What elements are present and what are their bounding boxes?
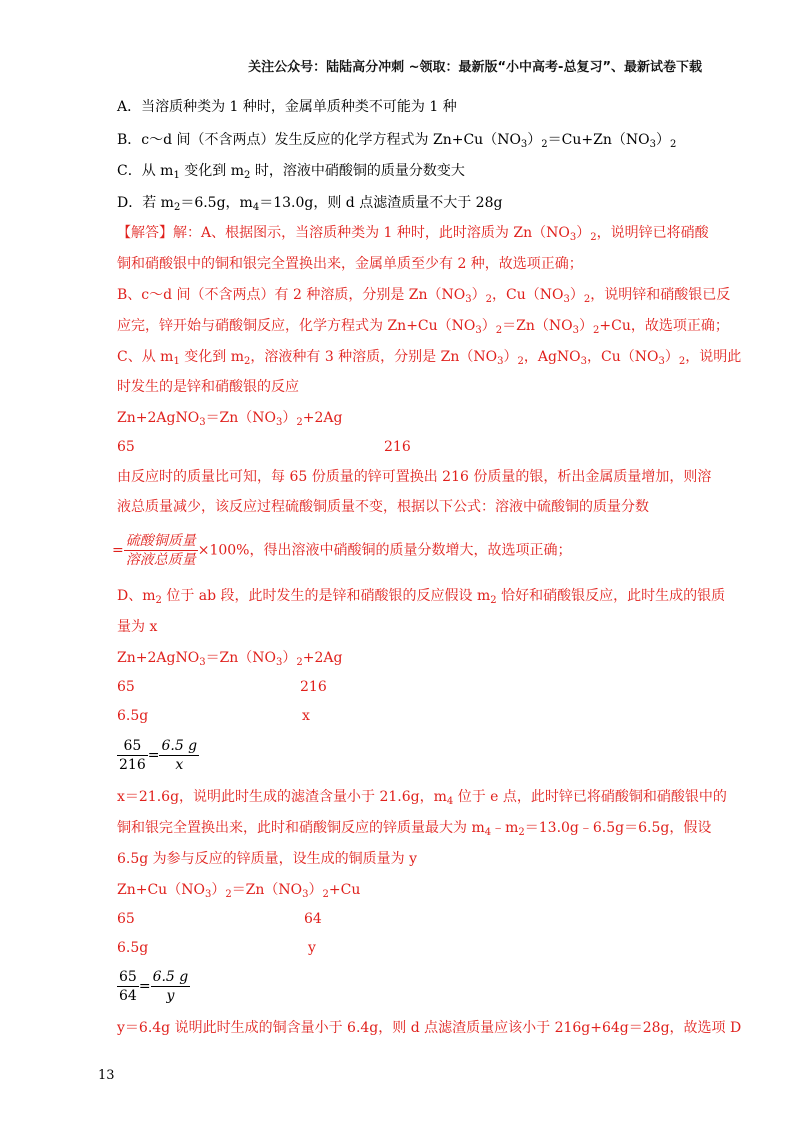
answer-line-3: B、c～d 间（不含两点）有 2 种溶质，分别是 $Zn(NO_3)_2$，$Cu(NO_3)_2$，说明锌和硝酸银已反: [117, 287, 731, 305]
fraction-6.5g-y: $\frac{6.5 g}{y}$: [152, 969, 189, 1004]
answer-line-5: C、从 $m_1$ 变化到 $m_2$，溶液种有 3 种溶质，分别是 $Zn(NO_3)_2$，AgNO$_3$，$Cu(NO_3)_2$，说明此: [117, 349, 742, 367]
fraction-65-64: $\frac{65}{64}$: [119, 969, 137, 1004]
ratio-row-4a: 65: [117, 911, 135, 927]
answer-line-2: 铜和硝酸银中的铜和银完全置换出来，金属单质至少有 2 种，故选项正确；: [117, 256, 583, 272]
fraction-percent: $\frac{\text{硫酸铜质量}}{\text{溶液总质量}}$: [125, 533, 196, 568]
ratio-row-1b: 216: [384, 439, 411, 455]
ratio-row-5a: 6.5g: [117, 940, 149, 956]
answer-line-4: 应完，锌开始与硝酸铜反应，化学方程式为 $Zn+Cu(NO_3)_2=Zn(NO_3)_2+Cu$，故选项正确；: [117, 318, 729, 336]
page-number: 13: [98, 1068, 115, 1083]
option-d: D．若 $m_2=6.5g$，$m_4=13.0g$，则 d 点滤渣质量不大于 28g: [117, 195, 503, 213]
fraction-line-2: $\frac{65}{216}$ = $\frac{6.5 g}{x}$: [119, 738, 198, 773]
page-header: 关注公众号：陆陆高分冲刺 ~领取：最新版“小中高考-总复习”、最新试卷下载: [248, 60, 702, 75]
fraction-line-1: = $\frac{\text{硫酸铜质量}}{\text{溶液总质量}}$ ×100%，得出溶液中硝酸铜的质量分数增大，故选项正确；: [112, 533, 572, 568]
answer-line-7: 由反应时的质量比可知，每 65 份质量的锌可置换出 216 份质量的银，析出金属质量增加，则溶: [117, 469, 712, 485]
answer-line-11: x＝21.6g，说明此时生成的滤渣含量小于 21.6g，$m_4$ 位于 e 点，此时锌已将硝酸铜和硝酸银中的: [117, 789, 727, 807]
fraction-65-216: $\frac{65}{216}$: [119, 738, 146, 773]
ratio-row-3b: x: [302, 708, 310, 724]
fraction-6.5g-x: $\frac{6.5 g}{x}$: [161, 738, 198, 773]
option-b: B．c～d 间（不含两点）发生反应的化学方程式为 $Zn+Cu(NO_3)_2=Cu+Zn(NO_3)_2$: [117, 132, 677, 150]
answer-line-14: y＝6.4g 说明此时生成的铜含量小于 6.4g，则 d 点滤渣质量应该小于 216g+64g＝28g，故选项 D: [117, 1020, 742, 1036]
ratio-row-2a: 65: [117, 679, 135, 695]
answer-line-10: 量为 x: [117, 619, 158, 635]
answer-line-8: 液总质量减少，该反应过程硫酸铜质量不变，根据以下公式：溶液中硫酸铜的质量分数: [117, 499, 649, 515]
answer-line-9: D、$m_2$ 位于 ab 段，此时发生的是锌和硝酸银的反应假设 $m_2$ 恰好和硝酸银反应，此时生成的银质: [117, 588, 726, 606]
answer-line-12: 铜和银完全置换出来，此时和硝酸铜反应的锌质量最大为 $m_4﹣m_2=13.0g﹣6.5g=6.5g$，假设: [117, 820, 712, 838]
ratio-row-4b: 64: [304, 911, 322, 927]
option-a: A．当溶质种类为 1 种时，金属单质种类不可能为 1 种: [117, 99, 457, 115]
ratio-row-5b: y: [308, 940, 316, 956]
answer-line-13: 6.5g 为参与反应的锌质量，设生成的铜质量为 y: [117, 851, 418, 867]
fraction-line-3: $\frac{65}{64}$ = $\frac{6.5 g}{y}$: [119, 969, 189, 1004]
equation-2: $Zn+2AgNO_3=Zn(NO_3)_2+2Ag$: [117, 650, 343, 668]
ratio-row-1a: 65: [117, 439, 135, 455]
ratio-row-2b: 216: [300, 679, 327, 695]
answer-tag: 【解答】: [117, 225, 173, 241]
equation-3: $Zn+Cu(NO_3)_2=Zn(NO_3)_2+Cu$: [117, 882, 361, 900]
ratio-row-3a: 6.5g: [117, 708, 149, 724]
answer-line-6: 时发生的是锌和硝酸银的反应: [117, 379, 299, 395]
equation-1: $Zn+2AgNO_3=Zn(NO_3)_2+2Ag$: [117, 410, 343, 428]
option-c: C．从 $m_1$ 变化到 $m_2$ 时，溶液中硝酸铜的质量分数变大: [117, 163, 465, 181]
answer-line-1: 【解答】解：A、根据图示，当溶质种类为 1 种时，此时溶质为 $Zn(NO_3)_2$，说明锌已将硝酸: [117, 225, 709, 243]
